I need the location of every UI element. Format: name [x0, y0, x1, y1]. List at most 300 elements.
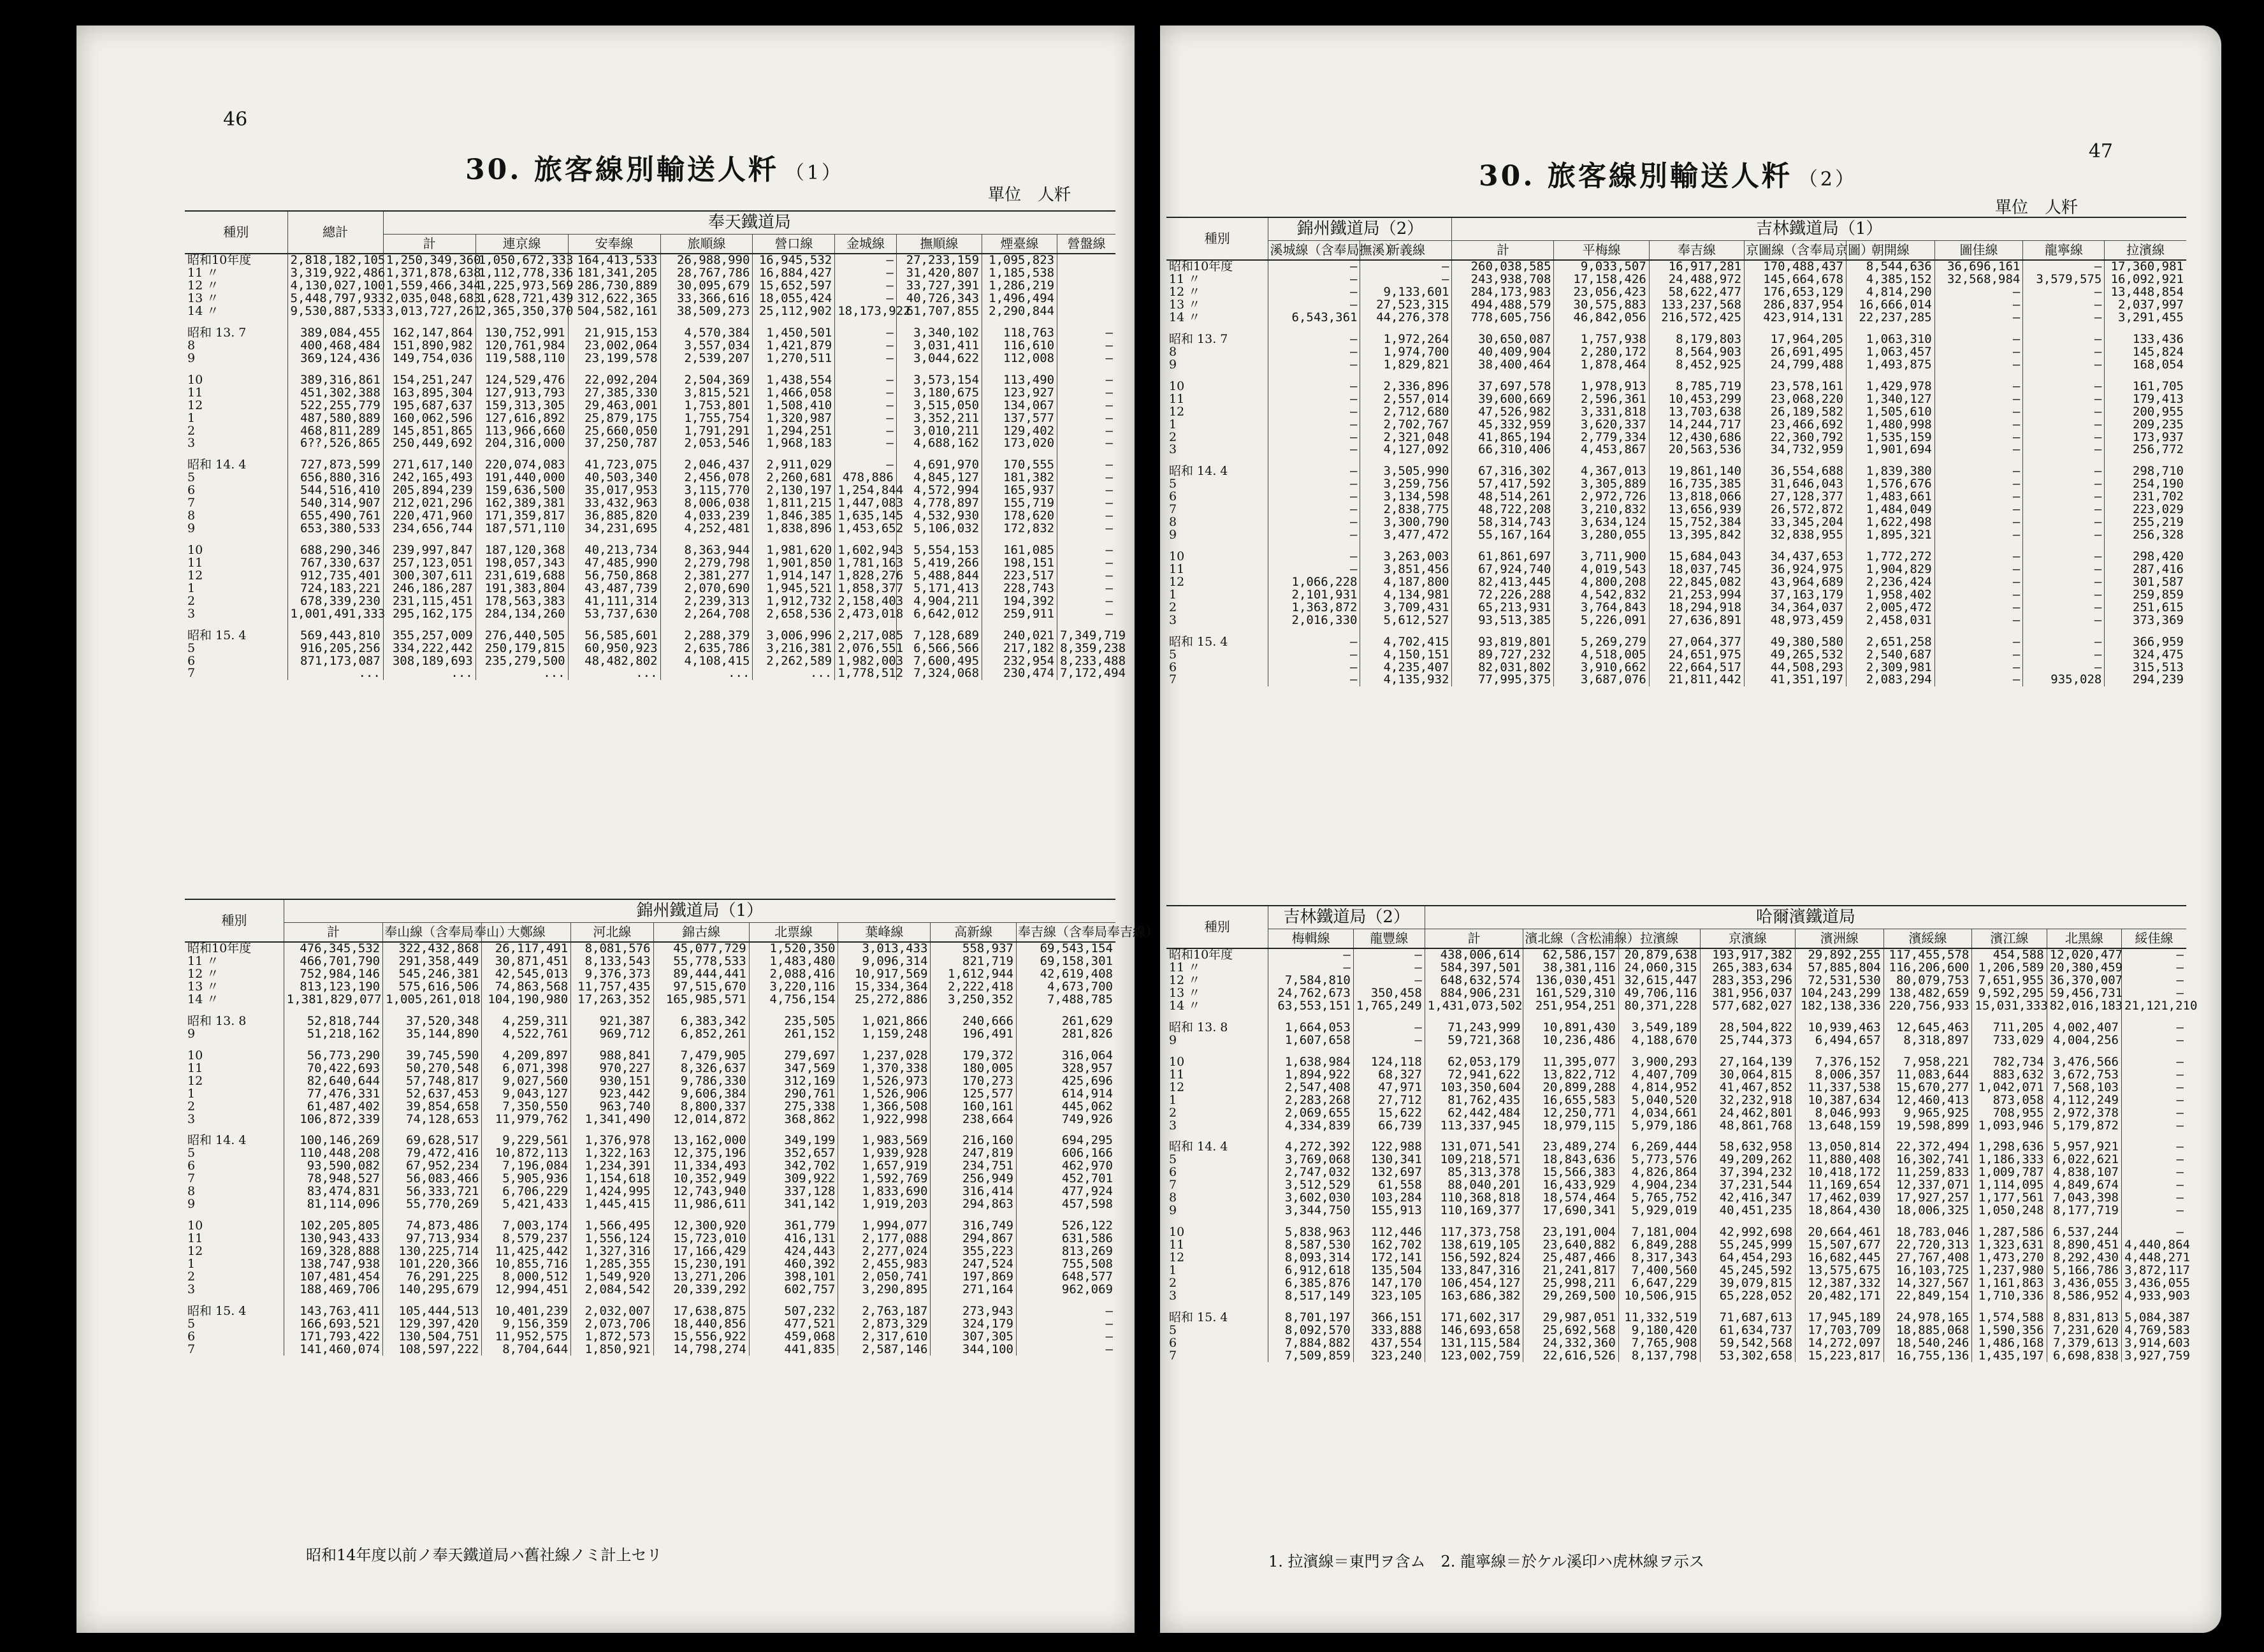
table-cell: 452,701 — [1016, 1173, 1115, 1185]
table-cell: 2,046,437 — [660, 459, 753, 472]
table-cell: 2,280,172 — [1554, 346, 1649, 359]
table-cell: 16,755,136 — [1883, 1350, 1972, 1363]
table-cell: 135,504 — [1353, 1264, 1425, 1277]
table-cell: — — [2023, 636, 2105, 649]
table-cell: 16,103,725 — [1883, 1264, 1972, 1277]
table-cell: — — [1353, 1022, 1425, 1034]
table-cell: — — [2023, 312, 2105, 324]
table-cell: — — [1934, 393, 2023, 406]
table-cell: 284,173,983 — [1452, 286, 1554, 299]
table-cell: 1,520,350 — [749, 942, 838, 955]
table-cell: 113,490 — [982, 374, 1057, 387]
table-cell: 6,852,261 — [653, 1028, 749, 1041]
table-cell: 30,650,087 — [1452, 333, 1554, 346]
table-cell: 1,431,073,502 — [1425, 1000, 1523, 1013]
table-cell: 2,381,277 — [660, 570, 753, 583]
table-cell: 4,904,211 — [896, 595, 982, 608]
table-cell: 9,530,887,533 — [287, 305, 383, 318]
table-row — [1166, 1277, 2186, 1290]
table-cell: 52,637,453 — [383, 1088, 482, 1101]
table-cell: 1,298,636 — [1972, 1141, 2047, 1154]
table-cell: 7,376,152 — [1796, 1056, 1884, 1069]
table-cell: 93,513,385 — [1452, 614, 1554, 627]
table-cell: — — [1016, 1318, 1115, 1331]
column-header: 河北線 — [571, 923, 653, 943]
table-cell: 577,682,027 — [1700, 1000, 1795, 1013]
table-cell: 3,477,472 — [1360, 529, 1452, 542]
table-cell: — — [2122, 1120, 2187, 1133]
column-header: 大鄭線 — [482, 923, 571, 943]
row-label: 8 — [1169, 515, 1177, 530]
row-label: 11 — [1169, 391, 1185, 406]
table-row — [1166, 1192, 2186, 1205]
table-cell: 1,981,620 — [753, 544, 835, 557]
table-cell: — — [1057, 412, 1115, 425]
table-cell: 257,123,051 — [383, 557, 475, 570]
table-cell: 188,469,706 — [284, 1284, 382, 1296]
row-label: 11 〃 — [187, 266, 219, 280]
table-cell: 1,435,197 — [1972, 1350, 2047, 1363]
table-cell: 2,222,418 — [931, 981, 1017, 994]
table-cell: 1,982,003 — [835, 655, 897, 668]
right-page — [1160, 25, 2221, 1633]
table-cell: 1,340,127 — [1847, 393, 1935, 406]
column-header: 營盤線 — [1057, 235, 1115, 254]
table-cell: 3,711,900 — [1554, 551, 1649, 563]
row-label: 3 — [187, 436, 196, 451]
table-cell: 368,862 — [749, 1113, 838, 1126]
row-label: 13 〃 — [1169, 298, 1201, 312]
table-row — [185, 595, 1115, 608]
table-cell: 1,042,071 — [1972, 1082, 2047, 1094]
table-cell: 65,213,931 — [1452, 602, 1554, 614]
type-header: 種別 — [1166, 217, 1268, 260]
table-cell: 389,084,455 — [287, 327, 383, 340]
table-cell: 5,773,576 — [1618, 1154, 1700, 1166]
table-cell: 113,966,660 — [475, 425, 568, 438]
table-cell: 1,559,466,344 — [383, 280, 475, 293]
table-cell: 39,079,815 — [1700, 1277, 1795, 1290]
table-row — [1166, 299, 2186, 312]
row-label: 10 — [1169, 1225, 1185, 1240]
table-cell: — — [2122, 1141, 2187, 1154]
table-cell: 18,055,424 — [753, 293, 835, 305]
table-cell — [1057, 267, 1115, 280]
table-cell: 2,557,014 — [1360, 393, 1452, 406]
table-cell: 53,737,630 — [568, 608, 660, 621]
table-row — [185, 293, 1115, 305]
table-cell: 1,628,721,439 — [475, 293, 568, 305]
table-cell: 1,185,538 — [982, 267, 1057, 280]
table-cell: 3,476,566 — [2047, 1056, 2121, 1069]
table-cell: 168,054 — [2105, 359, 2186, 372]
table-cell: 38,400,464 — [1452, 359, 1554, 372]
table-cell: 12,337,071 — [1883, 1179, 1972, 1192]
table-cell — [2023, 542, 2105, 551]
table-cell: 5,957,921 — [2047, 1141, 2121, 1154]
table-cell: 3,319,922,486 — [287, 267, 383, 280]
table-cell: 29,269,500 — [1523, 1290, 1618, 1303]
table-row — [185, 472, 1115, 484]
table-row — [185, 608, 1115, 621]
table-row — [1166, 491, 2186, 504]
table-cell: 1,327,316 — [571, 1245, 653, 1258]
table-cell: 316,749 — [931, 1220, 1017, 1233]
table-row — [185, 942, 1115, 955]
table-cell: 82,016,183 — [2047, 1000, 2121, 1013]
table-cell: 52,818,744 — [284, 1015, 382, 1028]
table-cell: 110,448,208 — [284, 1147, 382, 1160]
table-cell: — — [2122, 1022, 2187, 1034]
row-label: 3 — [1169, 442, 1177, 457]
table-cell: 653,380,533 — [287, 523, 383, 535]
table-cell: 12,743,940 — [653, 1185, 749, 1198]
table-cell: 7,479,905 — [653, 1050, 749, 1062]
table-cell: 1,505,610 — [1847, 406, 1935, 419]
table-row — [1166, 1337, 2186, 1350]
table-cell: 17,690,341 — [1523, 1205, 1618, 1217]
table-row — [1166, 419, 2186, 431]
row-label: 12 — [187, 1073, 203, 1088]
table-cell: — — [2122, 962, 2187, 975]
table-cell: 31,420,807 — [896, 267, 982, 280]
table-cell: 1,486,168 — [1972, 1337, 2047, 1350]
table-cell: 3,927,759 — [2122, 1350, 2187, 1363]
table-cell: 250,449,692 — [383, 437, 475, 450]
table-cell — [2023, 372, 2105, 380]
table-cell: 26,691,495 — [1745, 346, 1847, 359]
table-cell: 22,849,154 — [1883, 1290, 1972, 1303]
table-cell: 162,389,381 — [475, 497, 568, 510]
table-cell: — — [1057, 523, 1115, 535]
table-cell: 752,984,146 — [284, 968, 382, 981]
table-cell: 655,490,761 — [287, 510, 383, 523]
table-cell: 131,115,584 — [1425, 1337, 1523, 1350]
table-cell: 4,800,208 — [1554, 576, 1649, 589]
table-cell: 1,453,652 — [835, 523, 897, 535]
table-cell: 21,915,153 — [568, 327, 660, 340]
table-cell: 8,544,636 — [1847, 260, 1935, 273]
table-cell: 350,458 — [1353, 987, 1425, 1000]
table-cell: 4,127,092 — [1360, 444, 1452, 456]
table-cell — [1057, 293, 1115, 305]
table-cell: 507,232 — [749, 1305, 838, 1318]
table-cell: 88,040,201 — [1425, 1179, 1523, 1192]
table-cell: 291,358,449 — [383, 955, 482, 968]
row-label: 昭和 13. 7 — [1169, 331, 1228, 346]
table-cell: 7,181,004 — [1618, 1226, 1700, 1239]
table-cell: 454,588 — [1972, 948, 2047, 962]
table-cell: 813,269 — [1016, 1245, 1115, 1258]
table-cell: 459,068 — [749, 1331, 838, 1344]
table-cell: 2,911,029 — [753, 459, 835, 472]
table-cell: 1,983,569 — [838, 1134, 931, 1147]
table-cell: 2,539,207 — [660, 352, 753, 365]
table-cell: 294,867 — [931, 1233, 1017, 1245]
table-cell: 307,305 — [931, 1331, 1017, 1344]
table-row — [185, 437, 1115, 450]
table-row — [1166, 1324, 2186, 1337]
table-cell: 3,280,055 — [1554, 529, 1649, 542]
table-cell: 821,719 — [931, 955, 1017, 968]
table-row — [185, 1173, 1115, 1185]
table-cell: 4,385,152 — [1847, 273, 1935, 286]
table-cell: 2,873,329 — [838, 1318, 931, 1331]
row-label: 14 〃 — [1169, 999, 1201, 1013]
table-cell: 477,924 — [1016, 1185, 1115, 1198]
table-cell: 3,900,293 — [1618, 1056, 1700, 1069]
table-cell — [2023, 627, 2105, 636]
table-cell: 8,137,798 — [1618, 1350, 1700, 1363]
table-cell: 16,302,741 — [1883, 1154, 1972, 1166]
table-cell: 921,387 — [571, 1015, 653, 1028]
table-cell: 4,814,290 — [1847, 286, 1935, 299]
table-row — [1166, 1226, 2186, 1239]
table-cell: 3,305,889 — [1554, 478, 1649, 491]
table-cell: 2,088,416 — [749, 968, 838, 981]
row-label: 12 〃 — [1169, 285, 1201, 300]
table-cell: 220,471,960 — [383, 510, 475, 523]
table-cell: — — [2023, 359, 2105, 372]
row-label: 2 — [1169, 1275, 1177, 1290]
table-row — [1166, 576, 2186, 589]
table-cell: 105,444,513 — [383, 1305, 482, 1318]
table-cell: 6,647,229 — [1618, 1277, 1700, 1290]
table-row — [185, 1113, 1115, 1126]
table-cell: 347,569 — [749, 1062, 838, 1075]
table-cell: 724,183,221 — [287, 583, 383, 595]
row-label: 6 — [1169, 1165, 1177, 1180]
table-cell: 5,421,433 — [482, 1198, 571, 1211]
table-cell: 67,924,740 — [1452, 563, 1554, 576]
column-header: 綏佳線 — [2122, 929, 2187, 949]
row-label: 8 — [187, 1184, 196, 1199]
table-cell: 733,029 — [1972, 1034, 2047, 1047]
table-row — [1166, 273, 2186, 286]
table-cell — [1268, 324, 1360, 333]
table-cell: 131,071,541 — [1425, 1141, 1523, 1154]
jinzhou-table-1 — [185, 899, 1158, 1356]
table-cell: — — [835, 412, 897, 425]
table-cell: 12,460,413 — [1883, 1094, 1972, 1107]
table-cell: 14,272,097 — [1796, 1337, 1884, 1350]
table-cell: 178,620 — [982, 510, 1057, 523]
table-cell: 3,250,352 — [931, 994, 1017, 1006]
table-cell: — — [2023, 333, 2105, 346]
table-cell: 298,710 — [2105, 465, 2186, 478]
table-cell: 688,290,346 — [287, 544, 383, 557]
table-cell: 9,229,561 — [482, 1134, 571, 1147]
table-cell: 259,859 — [2105, 589, 2186, 602]
row-label: 12 〃 — [187, 967, 219, 982]
column-header: 濱洲線 — [1796, 929, 1884, 949]
table-cell: 522,255,779 — [287, 400, 383, 412]
table-cell: 141,460,074 — [284, 1344, 382, 1356]
table-cell: 9,606,384 — [653, 1088, 749, 1101]
table-cell: 323,105 — [1353, 1290, 1425, 1303]
table-cell: — — [1268, 504, 1360, 516]
table-cell — [1934, 372, 2023, 380]
row-label: 9 — [1169, 1032, 1177, 1047]
table-cell: 287,416 — [2105, 563, 2186, 576]
row-label: 5 — [1169, 1152, 1177, 1167]
column-header: 葉峰線 — [838, 923, 931, 943]
table-cell: 4,570,384 — [660, 327, 753, 340]
table-cell: 4,518,005 — [1554, 649, 1649, 662]
table-cell: 13,656,939 — [1649, 504, 1744, 516]
column-header: 高新線 — [931, 923, 1017, 943]
table-cell: 181,341,205 — [568, 267, 660, 280]
table-cell: 5,171,413 — [896, 583, 982, 595]
table-cell: 7,884,882 — [1268, 1337, 1353, 1350]
table-cell: 171,359,817 — [475, 510, 568, 523]
table-cell: 60,950,923 — [568, 642, 660, 655]
column-header: 新義線 — [1360, 241, 1452, 261]
table-cell: 1,366,508 — [838, 1101, 931, 1113]
row-label: 10 — [187, 1219, 203, 1233]
table-cell: 276,440,505 — [475, 630, 568, 642]
table-cell: 5,905,936 — [482, 1173, 571, 1185]
table-cell: 124,118 — [1353, 1056, 1425, 1069]
table-cell: 36,370,007 — [2047, 975, 2121, 987]
table-cell: 25,879,175 — [568, 412, 660, 425]
table-cell: 56,773,290 — [284, 1050, 382, 1062]
table-cell: 3,872,117 — [2122, 1264, 2187, 1277]
table-cell: 247,524 — [931, 1258, 1017, 1271]
unit-label: 單位 人粁 — [988, 185, 1071, 205]
table-cell: 1,922,998 — [838, 1113, 931, 1126]
table-row — [1166, 1239, 2186, 1252]
table-cell: 173,020 — [982, 437, 1057, 450]
table-row — [185, 1101, 1115, 1113]
table-cell: 265,383,634 — [1700, 962, 1795, 975]
table-cell: 4,688,162 — [896, 437, 982, 450]
table-cell: 3,436,055 — [2122, 1277, 2187, 1290]
table-cell: 1,234,391 — [571, 1160, 653, 1173]
table-cell: 164,413,533 — [568, 254, 660, 267]
row-label: 昭和 13. 7 — [187, 325, 247, 340]
table-cell: 2,005,472 — [1847, 602, 1935, 614]
table-cell: — — [1934, 649, 2023, 662]
type-header: 種別 — [1166, 906, 1268, 948]
table-cell: 1,638,984 — [1268, 1056, 1353, 1069]
table-cell: 3,672,753 — [2047, 1069, 2121, 1082]
column-header: 京濱線 — [1700, 929, 1795, 949]
table-cell: 7,349,719 — [1057, 630, 1115, 642]
table-cell: 1,846,385 — [753, 510, 835, 523]
table-cell: 21,241,817 — [1523, 1264, 1618, 1277]
table-row — [1166, 286, 2186, 299]
table-cell: 38,509,273 — [660, 305, 753, 318]
table-cell: 7,003,174 — [482, 1220, 571, 1233]
table-cell: 15,334,364 — [838, 981, 931, 994]
table-cell: 1,635,145 — [835, 510, 897, 523]
table-cell: 51,218,162 — [284, 1028, 382, 1041]
table-cell: 37,250,787 — [568, 437, 660, 450]
table-cell: 312,622,365 — [568, 293, 660, 305]
table-cell: 2,458,031 — [1847, 614, 1935, 627]
table-cell: 127,913,793 — [475, 387, 568, 400]
table-cell: 49,380,580 — [1745, 636, 1847, 649]
table-cell: 5,084,387 — [2122, 1312, 2187, 1324]
table-cell: 438,006,614 — [1425, 948, 1523, 962]
table-cell: 138,747,938 — [284, 1258, 382, 1271]
table-cell: 2,547,408 — [1268, 1082, 1353, 1094]
row-label: 11 — [187, 1061, 203, 1075]
table-cell: 22,616,526 — [1523, 1350, 1618, 1363]
row-label: 7 — [1169, 502, 1177, 517]
table-row — [185, 1233, 1115, 1245]
table-cell: 2,290,844 — [982, 305, 1057, 318]
table-cell: 468,811,289 — [287, 425, 383, 438]
table-cell: 261,629 — [1016, 1015, 1115, 1028]
table-cell: 477,521 — [749, 1318, 838, 1331]
table-cell: 130,752,991 — [475, 327, 568, 340]
table-cell: 57,417,592 — [1452, 478, 1554, 491]
table-cell: 1,576,676 — [1847, 478, 1935, 491]
table-cell: — — [1934, 419, 2023, 431]
table-cell: 37,163,179 — [1745, 589, 1847, 602]
row-label: 昭和 15. 4 — [1169, 634, 1228, 649]
table-cell: 912,735,401 — [287, 570, 383, 583]
row-label: 11 〃 — [187, 954, 219, 969]
title-part: （2） — [1798, 168, 1857, 191]
table-cell: — — [1934, 589, 2023, 602]
table-cell: 55,770,269 — [383, 1198, 482, 1211]
table-cell: 61,861,697 — [1452, 551, 1554, 563]
table-cell: 82,640,644 — [284, 1075, 382, 1088]
table-cell: 24,060,315 — [1618, 962, 1700, 975]
table-cell: 4,112,249 — [2047, 1094, 2121, 1107]
table-cell: 172,832 — [982, 523, 1057, 535]
table-row — [1166, 516, 2186, 529]
table-cell: 72,226,288 — [1452, 589, 1554, 602]
table-cell: 361,779 — [749, 1220, 838, 1233]
table-cell: 93,819,801 — [1452, 636, 1554, 649]
row-label: 昭和 15. 4 — [1169, 1310, 1228, 1324]
table-cell: 56,333,721 — [383, 1185, 482, 1198]
table-cell: 194,392 — [982, 595, 1057, 608]
table-cell: 355,223 — [931, 1245, 1017, 1258]
table-cell: 3,634,124 — [1554, 516, 1649, 529]
table-cell: 40,726,343 — [896, 293, 982, 305]
table-cell: — — [835, 293, 897, 305]
table-cell: 11,952,575 — [482, 1331, 571, 1344]
row-label: 1 — [1169, 587, 1177, 602]
table-cell: 1,287,586 — [1972, 1226, 2047, 1239]
table-cell: 250,179,815 — [475, 642, 568, 655]
table-cell: 10,891,430 — [1523, 1022, 1618, 1034]
row-label: 2 — [1169, 600, 1177, 614]
table-cell: — — [1360, 273, 1452, 286]
table-cell: 4,019,543 — [1554, 563, 1649, 576]
table-cell: 2,050,741 — [838, 1271, 931, 1284]
row-label: 12 — [1169, 1080, 1185, 1094]
table-cell: — — [1057, 583, 1115, 595]
table-cell: 3,006,996 — [753, 630, 835, 642]
table-cell: 1,341,490 — [571, 1113, 653, 1126]
table-cell: — — [1268, 478, 1360, 491]
table-cell: 1,447,083 — [835, 497, 897, 510]
table-row — [1166, 662, 2186, 674]
table-cell: 17,462,039 — [1796, 1192, 1884, 1205]
type-header: 種別 — [185, 211, 287, 254]
table-cell: — — [2023, 662, 2105, 674]
row-label: 9 — [1169, 528, 1177, 542]
table-row — [185, 1075, 1115, 1088]
table-cell: 40,451,235 — [1700, 1205, 1795, 1217]
row-label: 6 — [1169, 489, 1177, 504]
